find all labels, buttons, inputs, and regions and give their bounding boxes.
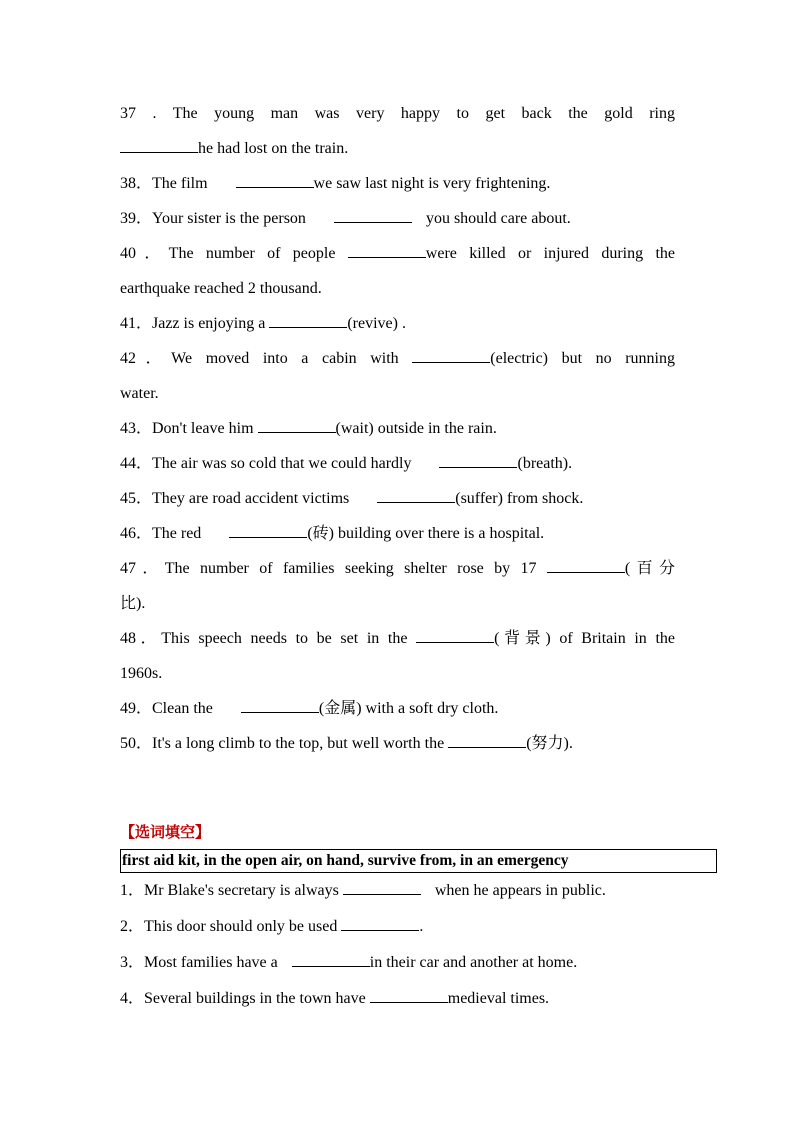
question-41 [120,306,675,341]
question-50 [120,726,675,761]
question-text: 41．Jazz is enjoying a [120,315,266,332]
answer-blank[interactable] [547,558,625,573]
question-text: 46．The red [120,525,202,542]
question-text: (suffer) from shock. [455,490,584,507]
question-text: 49．Clean the [120,700,213,717]
answer-blank[interactable] [412,348,490,363]
question-text: (electric) but no running [490,350,675,367]
question-38 [120,166,675,201]
question-40-continued [120,271,675,306]
question-text: 2．This door should only be used [120,918,338,935]
choice-item-2 [120,909,720,945]
exercise-list [120,96,675,761]
answer-blank[interactable] [258,418,336,433]
question-text: 1．Mr Blake's secretary is always [120,882,339,899]
answer-blank[interactable] [269,313,347,328]
question-text: 43．Don't leave him [120,420,254,437]
question-text: 1960s. [120,665,163,682]
question-46 [120,516,675,551]
question-43 [120,411,675,446]
question-text: (金属) with a soft dry cloth. [318,700,499,717]
question-text: 3．Most families have a [120,954,278,971]
question-text: (背景) of Britain in the [494,630,675,647]
question-42 [120,341,675,376]
question-48-continued [120,656,675,691]
question-45 [120,481,675,516]
section-title: 【选词填空】 [120,823,211,841]
question-text: (努力). [526,735,573,752]
question-text: 4．Several buildings in the town have [120,990,366,1007]
question-47-continued [120,586,675,621]
question-text: were killed or injured during the [425,245,676,262]
question-37 [120,96,675,131]
question-text: . [419,918,424,935]
answer-blank[interactable] [343,880,421,895]
word-choice-section [120,815,720,1017]
answer-blank[interactable] [341,916,419,931]
answer-blank[interactable] [416,628,494,643]
choice-item-1 [120,873,720,909]
question-37-continued [120,131,675,166]
question-49 [120,691,675,726]
question-text: 38．The film [120,175,208,192]
question-text: (wait) outside in the rain. [335,420,497,437]
answer-blank[interactable] [348,243,426,258]
question-text: 42．We moved into a cabin with [120,350,399,367]
answer-blank[interactable] [229,523,307,538]
question-text: water. [120,385,159,402]
answer-blank[interactable] [120,138,198,153]
question-text: when he appears in public. [434,882,606,899]
question-text: (breath). [517,455,573,472]
answer-blank[interactable] [370,988,448,1003]
answer-blank[interactable] [439,453,517,468]
question-text: 50．It's a long climb to the top, but well worth the [120,735,445,752]
question-text: 37 . The young man was very happy to get back the gold ring [120,105,675,122]
answer-blank[interactable] [334,208,412,223]
question-text: you should care about. [425,210,571,227]
question-text: earthquake reached 2 thousand. [120,280,322,297]
question-text: 39．Your sister is the person [120,210,306,227]
question-text: (revive) . [347,315,406,332]
answer-blank[interactable] [236,173,314,188]
question-text: 44．The air was so cold that we could hardly [120,455,412,472]
word-bank-box: first aid kit, in the open air, on hand, survive from, in an emergency [120,849,717,873]
question-text: (百分 [624,560,675,577]
answer-blank[interactable] [241,698,319,713]
answer-blank[interactable] [292,952,370,967]
question-48 [120,621,675,656]
question-39 [120,201,675,236]
question-text: 48．This speech needs to be set in the [120,630,408,647]
question-text: (砖) building over there is a hospital. [307,525,545,542]
question-42-continued [120,376,675,411]
question-text: medieval times. [447,990,550,1007]
question-40 [120,236,675,271]
question-text: 45．They are road accident victims [120,490,350,507]
answer-blank[interactable] [448,733,526,748]
question-47 [120,551,675,586]
question-text: 47．The number of families seeking shelter rose by 17 [120,560,537,577]
choice-item-3 [120,945,720,981]
question-44 [120,446,675,481]
question-text: in their car and another at home. [369,954,578,971]
choice-item-4 [120,981,720,1017]
question-text: he had lost on the train. [198,140,349,157]
question-text: we saw last night is very frightening. [313,175,551,192]
answer-blank[interactable] [377,488,455,503]
question-text: 比). [120,595,146,612]
question-text: 40．The number of people [120,245,336,262]
